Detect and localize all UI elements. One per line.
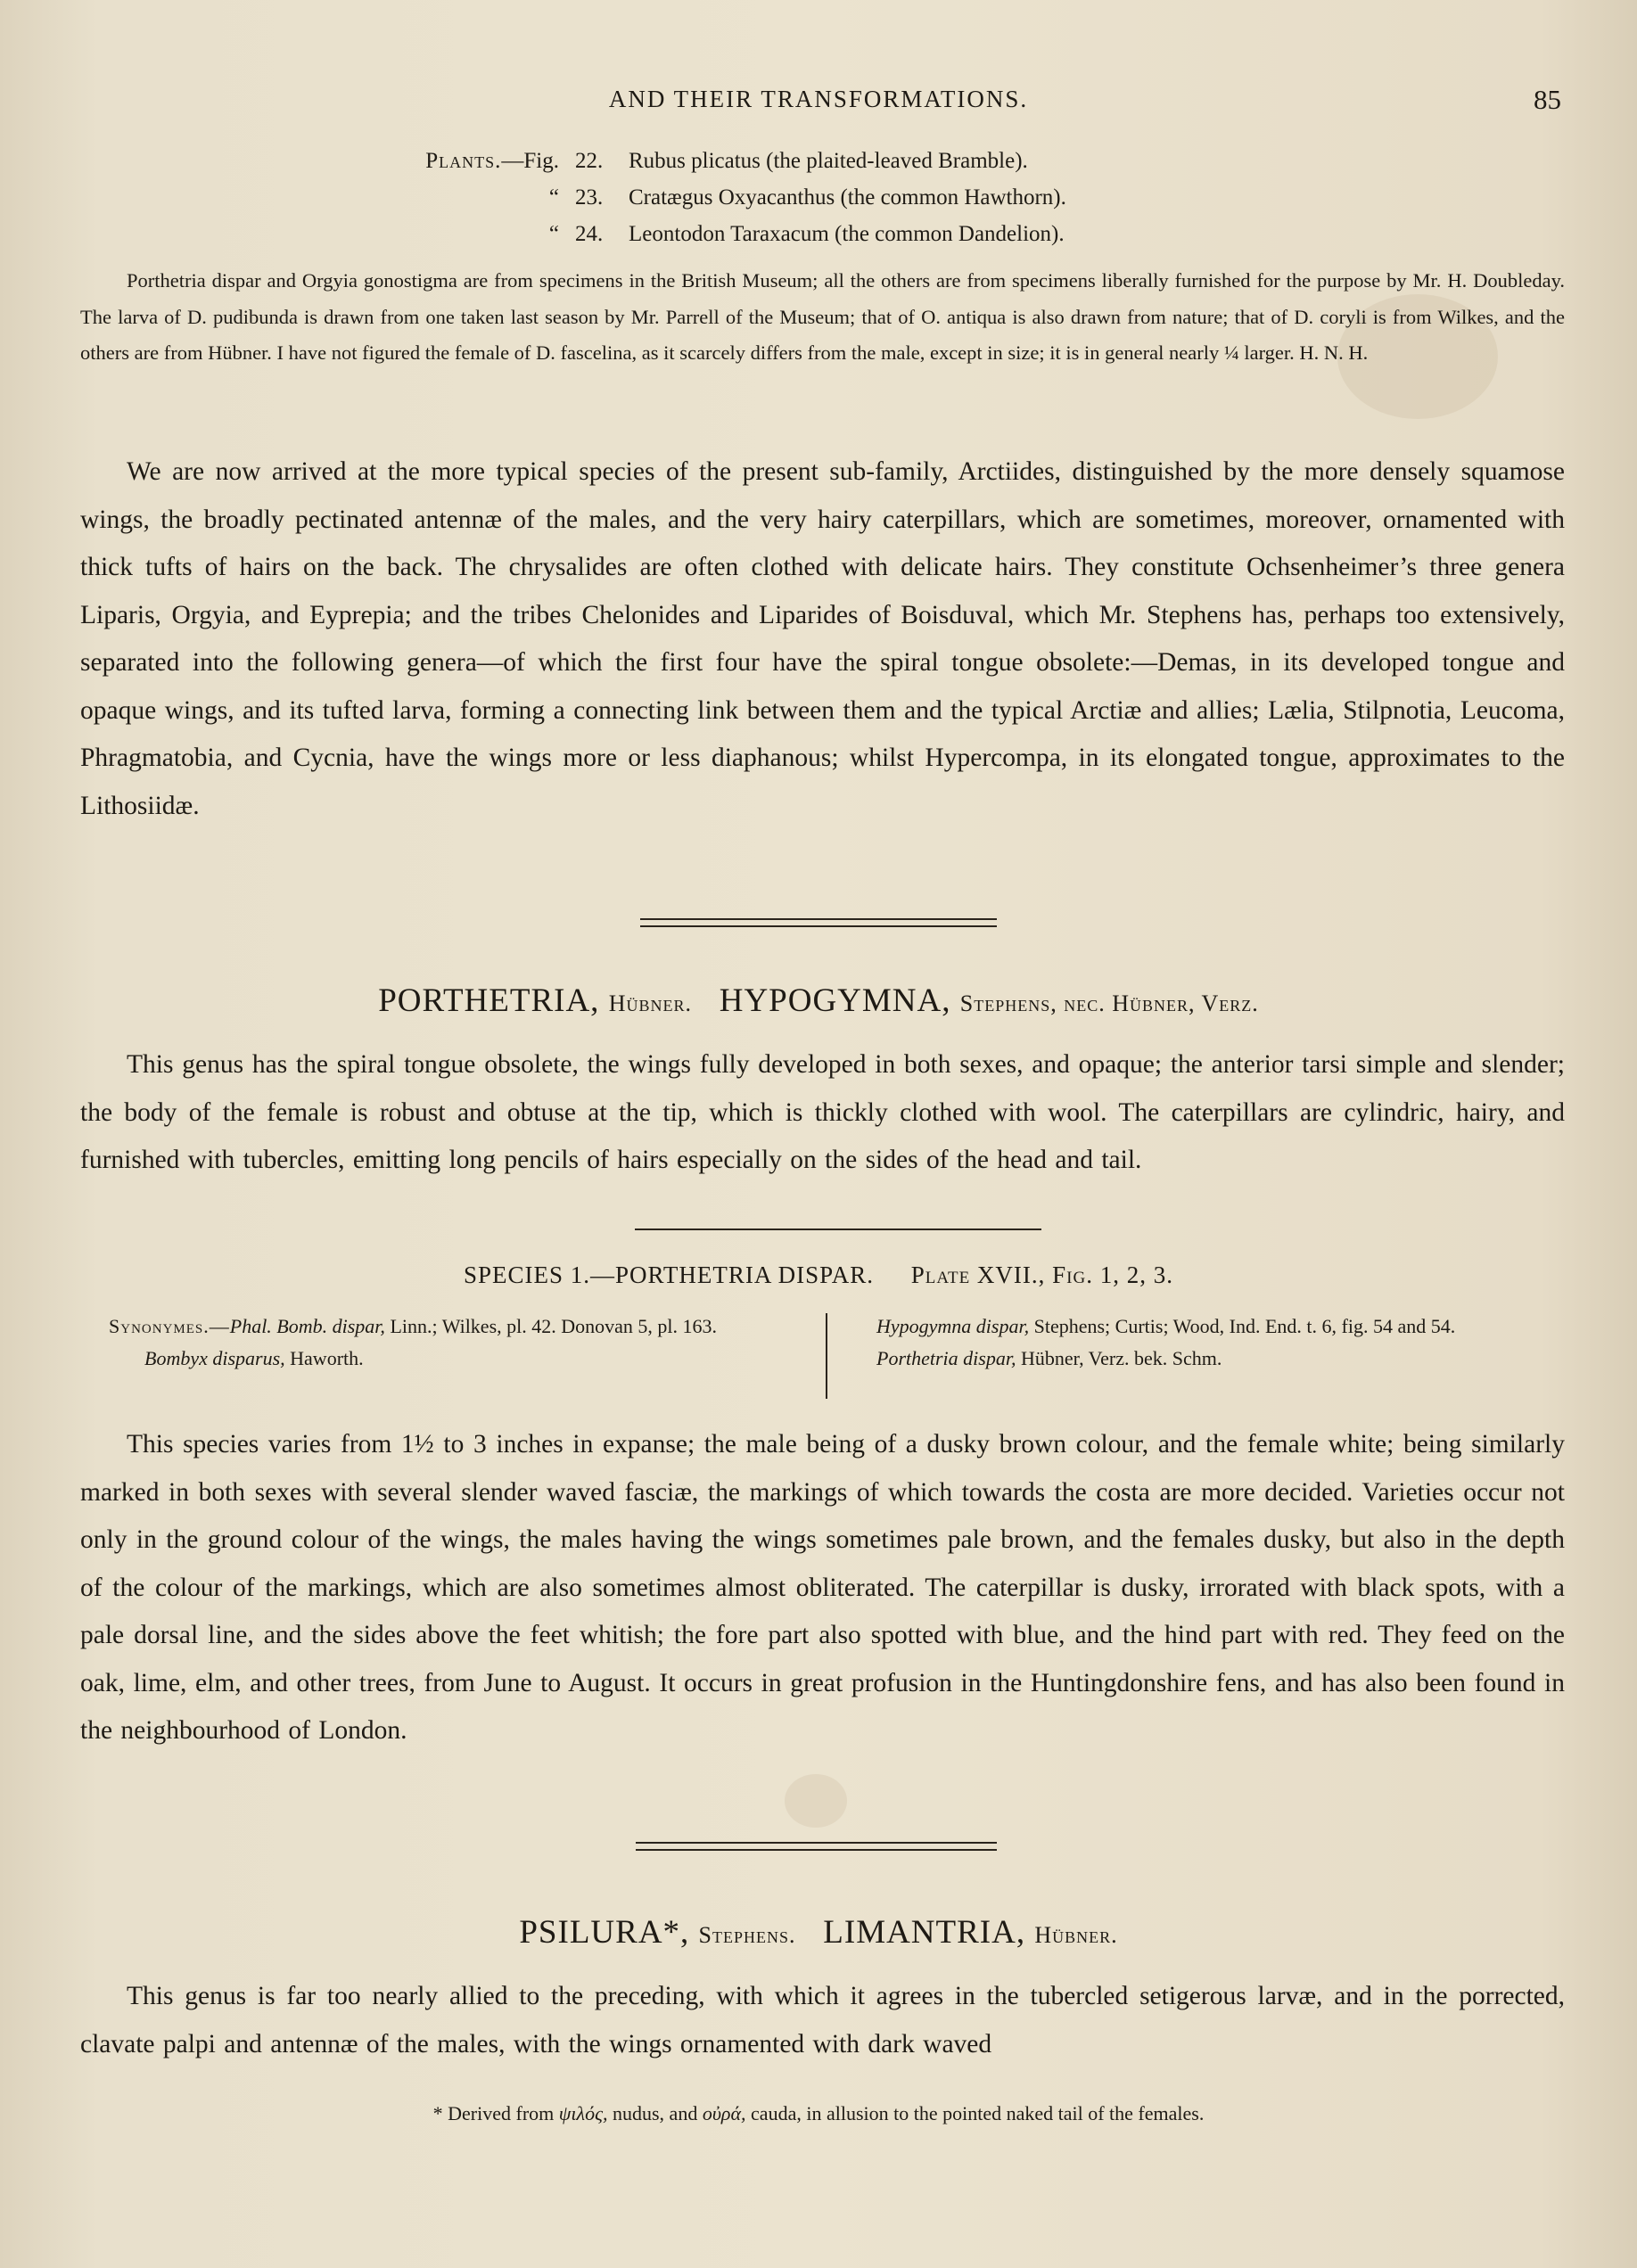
species-heading: SPECIES 1.—PORTHETRIA DISPAR. Plate XVII., Fig. 1, 2, 3. [464,1261,1173,1288]
plants-row [406,143,1066,179]
genus-paragraph: This genus has the spiral tongue obsolete, the wings fully developed in both sexes, and opaque; the anterior tarsi simple and slender; the body of the female is robust and obtuse at the tip, which is thickly clothed with wool. The caterpillars are cylindric, hairy, and furnished with tubercles, emitting long pencils of hairs especially on the sides of the head and tail. [80,1050,1565,1174]
synonyms-right [876,1311,1567,1375]
section-double-rule [636,1842,997,1851]
section-double-rule [640,918,997,927]
intro-paragraph: We are now arrived at the more typical species of the present sub-family, Arctiides, distinguished by the more densely squamose wings, the broadly pectinated antennæ of the males, and the very hairy caterpillars, which are sometimes, moreover, ornamented with thick tufts of hairs on the back. The chrysalides are often clothed with delicate hairs. They constitute Ochsenheimer’s three genera Liparis, Orgyia, and Eyprepia; and the tribes Chelonides and Liparides of Boisduval, which Mr. Stephens has, perhaps too extensively, separated into the following genera—of which the first four have the spiral tongue obsolete:—Demas, in its developed tongue and opaque wings, and its tufted larva, forming a connecting link between them and the typical Arctiæ and allies; Lælia, Stilpnotia, Leucoma, Phragmatobia, and Cycnia, have the wings more or less diaphanous; whilst Hypercompa, in its elongated tongue, approximates to the Lithosiidæ. [80,457,1565,820]
ditto-mark: “ [548,185,559,210]
plants-label: Plants.—Fig. [425,149,559,173]
running-head [0,86,1637,121]
page-number: 85 [1534,84,1561,115]
plant-name: Rubus plicatus (the plaited-leaved Bramble). [629,149,1028,173]
plant-name: Leontodon Taraxacum (the common Dandelion). [629,222,1065,246]
plant-number: 23. [575,185,604,210]
plants-row [406,179,1066,216]
section-rule [635,1228,1041,1230]
plant-number: 24. [575,222,604,246]
synonyms-left [109,1311,804,1375]
footnote-marker: * [432,2102,443,2124]
genus-heading-psilura: PSILURA*, Stephens. LIMANTRIA, Hübner. [519,1914,1118,1951]
plant-name: Cratægus Oxyacanthus (the common Hawthorn). [629,185,1066,210]
plants-list [406,143,1066,252]
synonym-entry: Hypogymna dispar, Stephens; Curtis; Wood, Ind. End. t. 6, fig. 54 and 54. [876,1315,1456,1337]
psilura-paragraph: This genus is far too nearly allied to the preceding, with which it agrees in the tubercled setigerous larvæ, and in the porrected, clavate palpi and antennæ of the males, with the wings ornamented with dark waved [80,1982,1565,2058]
synonym-entry: Bombyx disparus, Haworth. [144,1347,364,1369]
running-title: AND THEIR TRANSFORMATIONS. [608,86,1029,112]
footnote: * Derived from ψιλός, nudus, and οὐρά, cauda, in allusion to the pointed naked tail of the females. [432,2102,1205,2124]
ditto-mark: “ [548,222,559,246]
synonym-entry: Porthetria dispar, Hübner, Verz. bek. Schm. [876,1347,1222,1369]
synonym-entry: Synonymes.—Phal. Bomb. dispar, Linn.; Wilkes, pl. 42. Donovan 5, pl. 163. [109,1315,718,1337]
species-paragraph: This species varies from 1½ to 3 inches in expanse; the male being of a dusky brown colour, and the female white; being similarly marked in both sexes with several slender waved fasciæ, the markings of which towards the costa are more decided. Varieties occur not only in the ground colour of the wings, the males having the wings sometimes pale brown, and the females dusky, but also in the depth of the colour of the markings, which are also sometimes almost obliterated. The caterpillar is dusky, irrorated with black spots, with a pale dorsal line, and the sides above the feet whitish; the fore part also spotted with blue, and the hind part with red. They feed on the oak, lime, elm, and other trees, from June to August. It occurs in great profusion in the Huntingdonshire fens, and has also been found in the neighbourhood of London. [80,1430,1565,1745]
plants-row [406,216,1066,252]
plant-number: 22. [575,149,604,173]
paper-stain [785,1774,847,1828]
synonym-divider [826,1313,827,1399]
genus-heading-porthetria: PORTHETRIA, Hübner. HYPOGYMNA, Stephens, nec. Hübner, Verz. [378,982,1259,1019]
plate-note: Porthetria dispar and Orgyia gonostigma are from specimens in the British Museum; all the others are from specimens liberally furnished for the purpose by Mr. H. Doubleday. The larva of D. pudibunda is drawn from one taken last season by Mr. Parrell of the Museum; that of O. antiqua is also drawn from nature; that of D. coryli is from Wilkes, and the others are from Hübner. I have not figured the female of D. fascelina, as it scarcely differs from the male, except in size; it is in general nearly ¼ larger. H. N. H. [80,269,1565,364]
